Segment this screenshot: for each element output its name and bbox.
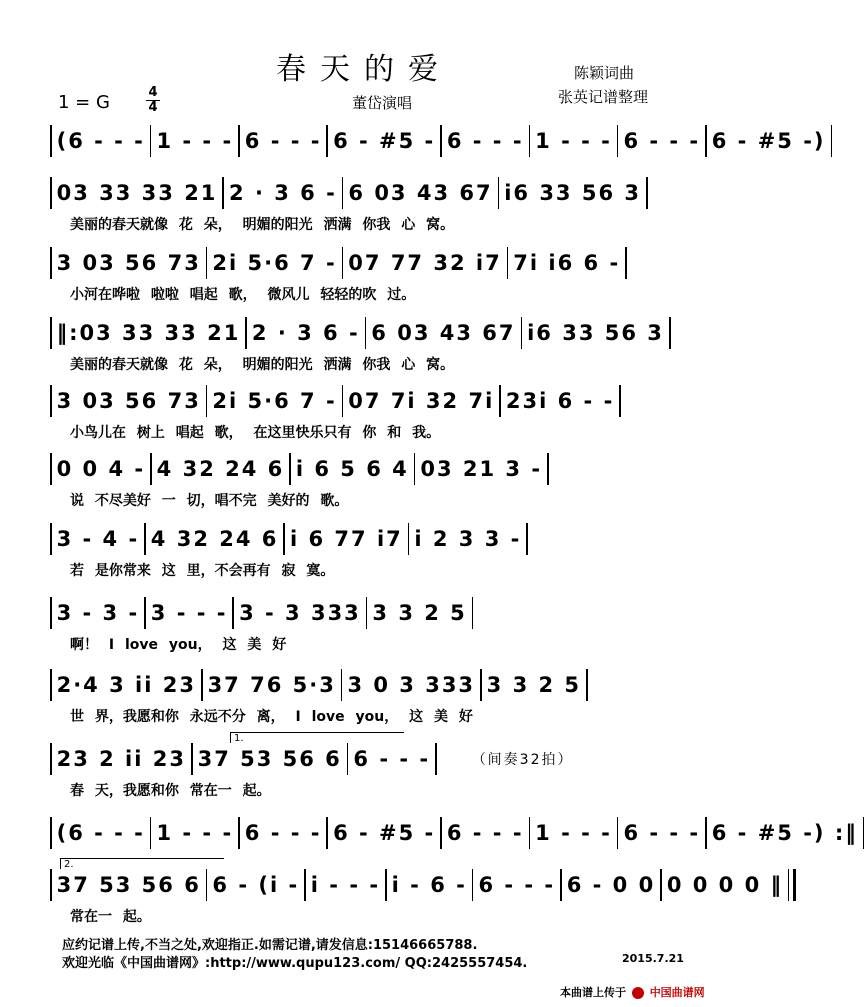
measure: 37 76 5·3 <box>207 673 336 697</box>
measure: 1 - - - <box>535 821 612 845</box>
score-row <box>50 124 826 168</box>
lyrics-line: 春 天，我愿和你 常在一 起。 <box>70 783 271 799</box>
measure: 23i 6 - - <box>505 389 615 413</box>
measure: 6 - - - <box>353 747 431 771</box>
measure: 3 - 3 333 <box>239 601 361 625</box>
measure: 1 - - - <box>156 129 234 153</box>
music-line <box>50 668 588 702</box>
barline <box>646 177 648 209</box>
measure: 2·4 3 ii 23 <box>56 673 196 697</box>
footer-upload-note: 应约记谱上传,不当之处,欢迎指正.如需记谱,请发信息:15146665788. <box>62 938 478 953</box>
upload-credit <box>560 984 705 1000</box>
transcriber-credit: 张英记谱整理 <box>558 88 649 106</box>
music-line <box>50 742 579 776</box>
music-line <box>50 316 671 350</box>
score-row <box>50 733 710 799</box>
score-row <box>50 316 710 373</box>
measure: 6 - - - <box>446 821 524 845</box>
lyrics-line: 美丽的春天就像 花 朵， 明媚的阳光 洒满 你我 心 窝。 <box>70 357 455 373</box>
lyrics-line: 小河在哗啦 啦啦 唱起 歌， 微风儿 轻轻的吹 过。 <box>70 287 416 303</box>
music-line <box>50 522 528 556</box>
lyrics-line: 说 不尽美好 一 切，唱不完 美好的 歌。 <box>70 493 349 509</box>
measure: 3 3 2 5 <box>486 673 582 697</box>
measure: 6 - #5 - <box>333 821 436 845</box>
singer-credit: 董岱演唱 <box>352 94 413 112</box>
lyrics-line: 若 是你常来 这 里，不会再有 寂 寞。 <box>70 563 335 579</box>
measure: 6 - #5 -) <box>711 129 826 153</box>
measure: i 6 77 i7 <box>289 527 403 551</box>
music-line <box>50 868 796 902</box>
credit-site: 中国曲谱网 <box>649 986 705 999</box>
music-line <box>50 176 648 210</box>
measure: 03 21 3 - <box>420 457 543 481</box>
key-signature: 1 = G <box>58 92 110 113</box>
measure: 6 - - - <box>623 821 701 845</box>
site-logo-icon <box>632 987 644 999</box>
measure: 6 03 43 67 <box>348 181 493 205</box>
score-row <box>50 596 710 653</box>
lyrics-line: 常在一 起。 <box>70 909 151 925</box>
music-line <box>50 596 473 630</box>
measure: 2i 5·6 7 - <box>212 251 337 275</box>
measure: 6 - - - <box>446 129 524 153</box>
song-title: 春天的爱 <box>276 52 452 87</box>
volta-bracket: 2. <box>60 858 224 869</box>
measure: i - 6 - <box>391 873 467 897</box>
measure: 2 · 3 6 - <box>229 181 337 205</box>
composer-credit: 陈颖词曲 <box>574 64 635 82</box>
measure: i6 33 56 3 <box>527 321 664 345</box>
measure: 37 53 56 6 <box>56 873 201 897</box>
measure: ‖:03 33 33 21 <box>56 321 241 345</box>
lyrics-line: 世 界，我愿和你 永远不分 离， I love you， 这 美 好 <box>70 709 473 725</box>
measure: 6 - - - <box>478 873 556 897</box>
barline <box>435 743 437 775</box>
measure: 23 2 ii 23 <box>56 747 186 771</box>
measure: i6 33 56 3 <box>504 181 642 205</box>
measure: 4 32 24 6 <box>156 457 285 481</box>
time-signature-bottom: 4 <box>148 100 158 115</box>
measure: 3 - - - <box>150 601 228 625</box>
score-row <box>50 246 710 303</box>
score-row <box>50 384 710 441</box>
credit-prefix: 本曲谱上传于 <box>560 986 626 999</box>
barline <box>472 597 474 629</box>
music-line <box>50 816 864 850</box>
measure: 2i 5·6 7 - <box>212 389 337 413</box>
measure: 07 77 32 i7 <box>348 251 502 275</box>
measure: i - - - <box>310 873 381 897</box>
measure: 6 - 0 0 <box>566 873 656 897</box>
measure: 6 - #5 -) :‖ <box>711 821 858 845</box>
measure: 3 03 56 73 <box>56 251 201 275</box>
interlude-note: （间奏32拍） <box>471 752 574 768</box>
measure: 2 · 3 6 - <box>251 321 360 345</box>
measure: i 2 3 3 - <box>414 527 522 551</box>
measure: i 6 5 6 4 <box>295 457 409 481</box>
measure: 6 - - - <box>623 129 701 153</box>
music-line <box>50 124 832 158</box>
measure: 3 03 56 73 <box>56 389 201 413</box>
measure: 6 - #5 - <box>333 129 436 153</box>
measure: 0 0 4 - <box>56 457 146 481</box>
score-row <box>50 522 710 579</box>
measure: 4 32 24 6 <box>150 527 279 551</box>
barline <box>831 125 833 157</box>
lyrics-line: 美丽的春天就像 花 朵， 明媚的阳光 洒满 你我 心 窝。 <box>70 217 455 233</box>
measure: 3 0 3 333 <box>347 673 476 697</box>
measure: 3 3 2 5 <box>372 601 467 625</box>
measure: 6 03 43 67 <box>371 321 516 345</box>
barline <box>526 523 528 555</box>
time-signature-top: 4 <box>148 85 158 100</box>
barline <box>625 247 627 279</box>
measure: 6 - - - <box>244 821 322 845</box>
measure: 6 - (i - <box>212 873 300 897</box>
upload-date: 2015.7.21 <box>622 952 684 965</box>
measure: 1 - - - <box>535 129 612 153</box>
barline <box>586 669 588 701</box>
measure: (6 - - - <box>56 821 145 845</box>
measure: 0 0 0 0 ‖ <box>666 873 784 897</box>
footer-site-note: 欢迎光临《中国曲谱网》:http://www.qupu123.com/ QQ:2425557454. <box>62 956 528 971</box>
volta-bracket: 1. <box>230 732 404 743</box>
barline <box>669 317 671 349</box>
lyrics-line: 啊！ I love you， 这 美 好 <box>70 637 287 653</box>
measure: 6 - - - <box>244 129 322 153</box>
measure: 07 7i 32 7i <box>348 389 495 413</box>
measure: 1 - - - <box>156 821 234 845</box>
music-line <box>50 384 621 418</box>
score-row <box>50 176 710 233</box>
score-row <box>50 859 784 925</box>
measure: 37 53 56 6 <box>197 747 342 771</box>
measure: 3 - 4 - <box>56 527 140 551</box>
measure: (6 - - - <box>56 129 145 153</box>
barline <box>547 453 549 485</box>
measure: 7i i6 6 - <box>513 251 621 275</box>
score-row <box>50 816 858 860</box>
music-line <box>50 452 549 486</box>
barline <box>619 385 621 417</box>
score-row <box>50 452 710 509</box>
music-line <box>50 246 627 280</box>
score-row <box>50 668 710 725</box>
lyrics-line: 小鸟儿在 树上 唱起 歌， 在这里快乐只有 你 和 我。 <box>70 425 441 441</box>
barline <box>788 869 796 901</box>
measure: 03 33 33 21 <box>56 181 218 205</box>
time-signature <box>144 86 162 115</box>
measure: 3 - 3 - <box>56 601 140 625</box>
